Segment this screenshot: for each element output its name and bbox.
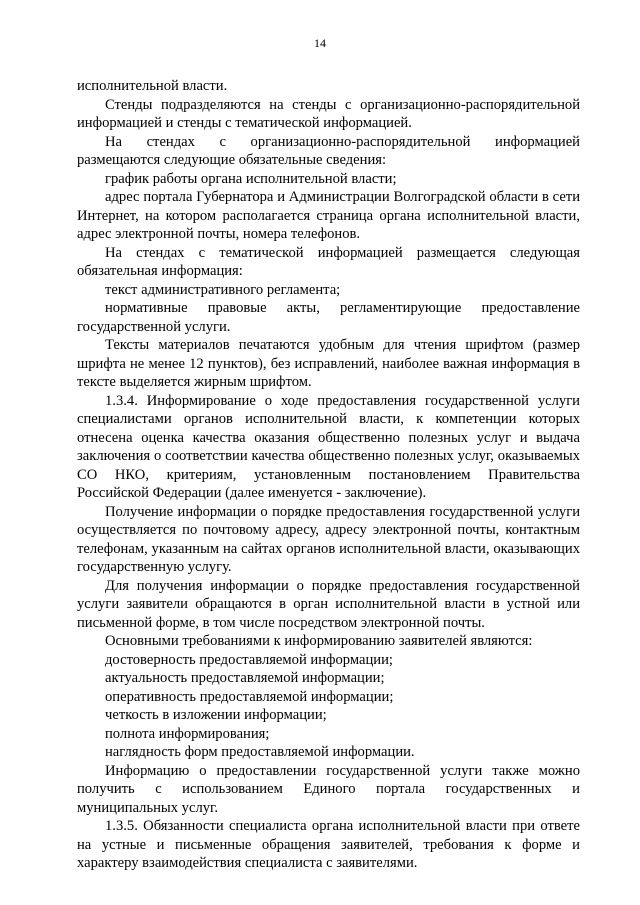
paragraph: На стендах с тематической информацией размещается следующая обязательная информация:: [77, 244, 580, 279]
paragraph: Получение информации о порядке предоставления государственной услуги осуществляется по почтовому адресу, адресу электронной почты, контактным телефонам, указанным на сайтах органов исполнительной власти, оказывающих государственную услугу.: [77, 503, 580, 575]
paragraph: Информацию о предоставлении государственной услуги также можно получить с использованием Единого портала государственных и муниципальных услуг.: [77, 762, 580, 816]
paragraph: 1.3.5. Обязанности специалиста органа исполнительной власти при ответе на устные и письменные обращения заявителей, требования к форме и характеру взаимодействия специалиста с заявителями.: [77, 818, 580, 871]
paragraph: достоверность предоставляемой информации;: [105, 651, 393, 668]
paragraph: полнота информирования;: [105, 725, 270, 742]
paragraph: исполнительной власти.: [77, 78, 228, 94]
paragraph: Для получения информации о порядке предоставления государственной услуги заявители обращаются в орган исполнительной власти в устной или письменной форме, в том числе посредством электронной почты.: [77, 577, 580, 631]
paragraph: оперативность предоставляемой информации;: [105, 688, 394, 705]
paragraph: Стенды подразделяются на стенды с организационно-распорядительной информацией и стенды с тематической информацией.: [77, 96, 580, 131]
paragraph: На стендах с организационно-распорядительной информацией размещаются следующие обязательные сведения:: [77, 133, 580, 168]
paragraph: график работы органа исполнительной власти;: [105, 170, 397, 187]
page-number: 14: [314, 36, 326, 50]
paragraph: адрес портала Губернатора и Администрации Волгоградской области в сети Интернет, на котором располагается страница органа исполнительной власти, адрес электронной почты, номера телефонов.: [77, 189, 580, 242]
document-body: [77, 77, 580, 873]
paragraph: Тексты материалов печатаются удобным для чтения шрифтом (размер шрифта не менее 12 пунктов), без исправлений, наиболее важная информация в тексте выделяется жирным шрифтом.: [77, 337, 580, 390]
paragraph: 1.3.4. Информирование о ходе предоставления государственной услуги специалистами органов исполнительной власти, к компетенции которых отнесена оценка качества оказания общественно полезных услуг и выдача заключения о соответствии качества общественно полезных услуг, оказываемых СО НКО, критериям, установленным постановлением Правительства Российской Федерации (далее именуется - заключение).: [77, 392, 580, 501]
paragraph: наглядность форм предоставляемой информации.: [105, 744, 415, 760]
paragraph: нормативные правовые акты, регламентирующие предоставление государственной услуги.: [77, 300, 580, 335]
paragraph: актуальность предоставляемой информации;: [105, 670, 385, 686]
paragraph: текст административного регламента;: [105, 281, 341, 298]
paragraph: четкость в изложении информации;: [105, 707, 327, 723]
paragraph: Основными требованиями к информированию заявителей являются:: [105, 633, 533, 649]
